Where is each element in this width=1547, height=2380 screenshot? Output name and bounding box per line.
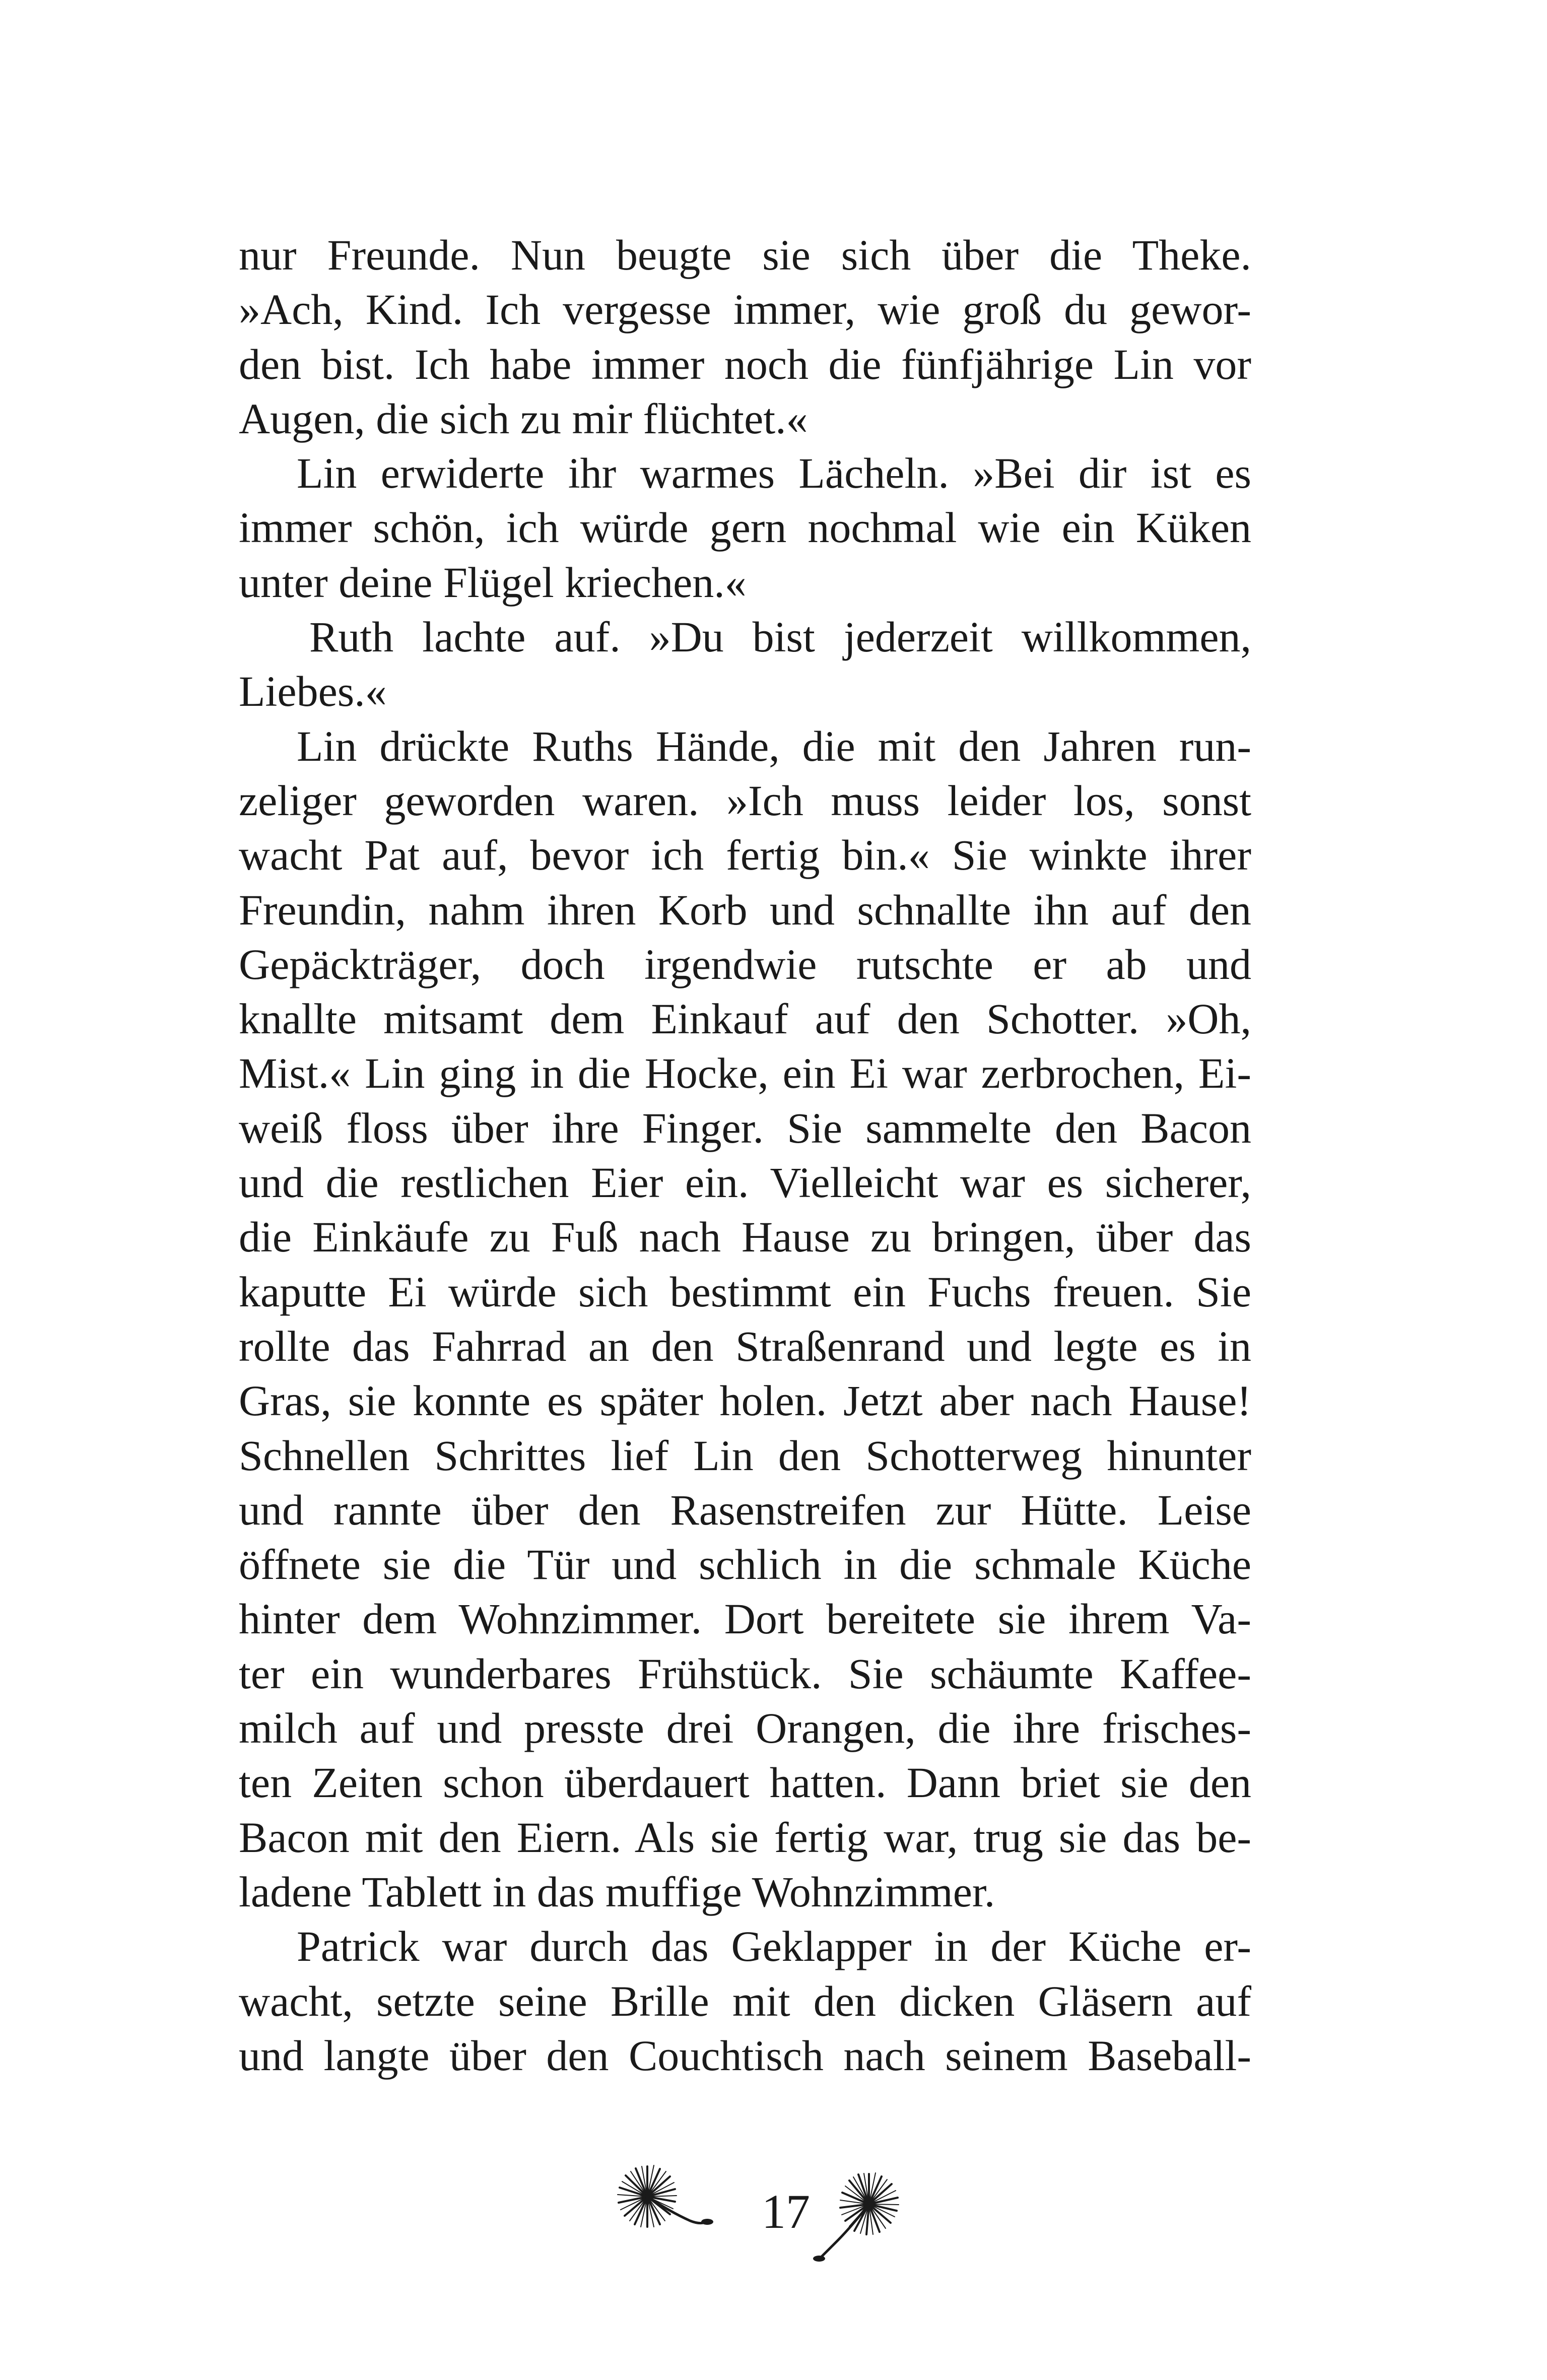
text-line: nur Freunde. Nun beugte sie sich über die Theke. xyxy=(239,231,1251,279)
text-line: Freundin, nahm ihren Korb und schnallte ihn auf den xyxy=(239,885,1251,934)
text-line: wacht, setzte seine Brille mit den dicken Gläsern auf xyxy=(239,1976,1251,2025)
text-line: und langte über den Couchtisch nach seinem Baseball- xyxy=(239,2031,1251,2080)
text-line: ladene Tablett in das muffige Wohnzimmer. xyxy=(239,1867,995,1916)
text-line: und die restlichen Eier ein. Vielleicht war es sicherer, xyxy=(239,1158,1251,1207)
text-line: Gras, sie konnte es später holen. Jetzt aber nach Hause! xyxy=(239,1376,1251,1425)
text-line: öffnete sie die Tür und schlich in die schmale Küche xyxy=(239,1540,1251,1589)
text-line: Lin drückte Ruths Hände, die mit den Jahren run- xyxy=(297,721,1251,770)
text-line: Bacon mit den Eiern. Als sie fertig war, trug sie das be- xyxy=(239,1813,1251,1862)
text-line: milch auf und presste drei Orangen, die ihre frisches- xyxy=(239,1704,1251,1753)
text-line: Gepäckträger, doch irgendwie rutschte er ab und xyxy=(239,940,1251,988)
text-line: den bist. Ich habe immer noch die fünfjährige Lin vor xyxy=(239,340,1251,388)
text-line: zeliger geworden waren. »Ich muss leider los, sonst xyxy=(239,776,1251,825)
page-number: 17 xyxy=(762,2185,810,2238)
text-line: Augen, die sich zu mir flüchtet.« xyxy=(239,394,808,443)
text-line: hinter dem Wohnzimmer. Dort bereitete sie ihrem Va- xyxy=(239,1595,1251,1643)
text-line: Schnellen Schrittes lief Lin den Schotterweg hinunter xyxy=(239,1431,1251,1480)
text-line: »Ach, Kind. Ich vergesse immer, wie groß du gewor- xyxy=(239,285,1251,334)
text-line: die Einkäufe zu Fuß nach Hause zu bringen, über das xyxy=(239,1213,1251,1262)
text-line: immer schön, ich würde gern nochmal wie ein Küken xyxy=(239,503,1251,552)
text-line: Patrick war durch das Geklapper in der Küche er- xyxy=(297,1922,1251,1971)
text-line: Lin erwiderte ihr warmes Lächeln. »Bei dir ist es xyxy=(297,449,1251,498)
text-line: ten Zeiten schon überdauert hatten. Dann briet sie den xyxy=(239,1758,1251,1807)
text-line: Mist.« Lin ging in die Hocke, ein Ei war zerbrochen, Ei- xyxy=(239,1049,1251,1098)
text-line: unter deine Flügel kriechen.« xyxy=(239,558,747,607)
dandelion-seed-left-icon xyxy=(618,2165,713,2227)
body-text xyxy=(239,228,1251,2083)
text-line: Ruth lachte auf. »Du bist jederzeit willkommen, xyxy=(309,613,1251,662)
text-line: Liebes.« xyxy=(239,667,387,716)
text-line: kaputte Ei würde sich bestimmt ein Fuchs freuen. Sie xyxy=(239,1267,1251,1316)
text-line: und rannte über den Rasenstreifen zur Hütte. Leise xyxy=(239,1485,1251,1534)
text-line: ter ein wunderbares Frühstück. Sie schäumte Kaffee- xyxy=(239,1649,1251,1698)
text-line: wacht Pat auf, bevor ich fertig bin.« Sie winkte ihrer xyxy=(239,831,1251,880)
text-line: knallte mitsamt dem Einkauf auf den Schotter. »Oh, xyxy=(239,995,1251,1043)
text-line: rollte das Fahrrad an den Straßenrand und legte es in xyxy=(239,1321,1251,1370)
text-line: weiß floss über ihre Finger. Sie sammelte den Bacon xyxy=(239,1103,1251,1152)
